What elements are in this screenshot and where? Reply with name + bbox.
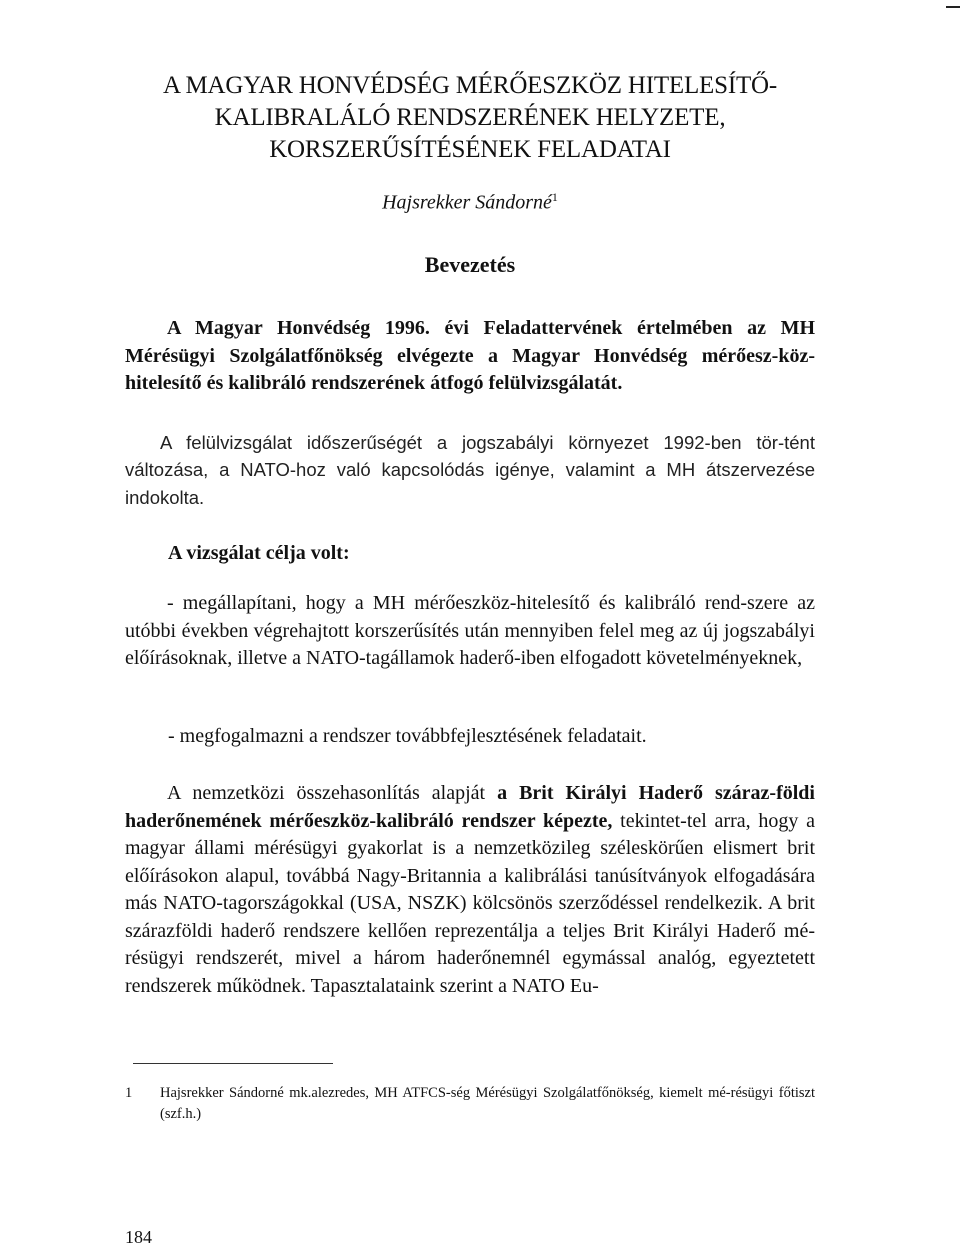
comparison-text-start: A nemzetközi összehasonlítás alapját [167,782,486,804]
footnote-number: 1 [125,1085,133,1101]
intro-paragraph: A Magyar Honvédség 1996. évi Feladattervének értelmében az MH Mérésügyi Szolgálatfőnökség elvégezte a Magyar Honvédség mérőesz-köz-hitelesítő és kalibráló rendszerének átfogó felülvizsgálatát. [125,317,815,394]
title-line-2: KALIBRALÁLÓ RENDSZERÉNEK HELYZETE, [214,104,726,131]
footnote-divider [133,1063,333,1064]
footnote-text: Hajsrekker Sándorné mk.alezredes, MH ATFCS-ség Mérésügyi Szolgálatfőnökség, kiemelt mé-résügyi főtiszt (szf.h.) [160,1085,815,1122]
aim-item-1: - megállapítani, hogy a MH mérőeszköz-hitelesítő és kalibráló rend-szere az utóbbi években végrehajtott korszerűsítés után mennyiben felel meg az új jogszabályi előírásoknak, illetve a NATO-tagállamok haderő-iben elfogadott követelményeknek, [125,592,815,669]
author-line [120,190,820,215]
comparison-paragraph [125,780,815,1000]
comparison-text-rest: tekintet-tel arra, hogy a magyar állami mérésügyi gyakorlat is a nemzetközileg széleskörűen elismert brit előírásokon alapul, továbbá Nagy-Britannia a kalibrálási tanúsítványok elfogadására más NATO-tagországokkal (USA, NSZK) kölcsönös szerződéssel rendelkezik. A brit szárazföldi haderő rendszere kellően reprezentálja a teljes Brit Királyi Haderő mé-résügyi rendszerét, mivel a három haderőnemnél egymással analóg, egyeztetett rendszerek működnek. Tapasztalataink szerint a NATO Eu- [125,809,815,997]
scan-corner-mark [946,6,960,8]
document-title [120,70,820,166]
title-line-3: KORSZERŰSÍTÉSÉNEK FELADATAI [269,136,671,163]
page-number: 184 [125,1227,152,1247]
author-name: Hajsrekker Sándorné [382,191,552,214]
title-line-1: A MAGYAR HONVÉDSÉG MÉRŐESZKÖZ HITELESÍTŐ- [163,72,777,99]
aim-heading: A vizsgálat célja volt: [168,542,350,564]
comparison-text-bold: a Brit Királyi Haderő száraz-földi haderőnemének mérőeszköz-kalibráló rendszer képezte, [125,782,815,832]
aim-item-2: - megfogalmazni a rendszer továbbfejlesztésének feladatait. [168,725,647,747]
reason-paragraph: A felülvizsgálat időszerűségét a jogszabályi környezet 1992-ben tör-tént változása, a NATO-hoz való kapcsolódás igénye, valamint a MH átszervezése indokolta. [125,431,815,508]
author-footnote-ref: 1 [551,190,558,204]
section-heading: Bevezetés [424,252,516,277]
